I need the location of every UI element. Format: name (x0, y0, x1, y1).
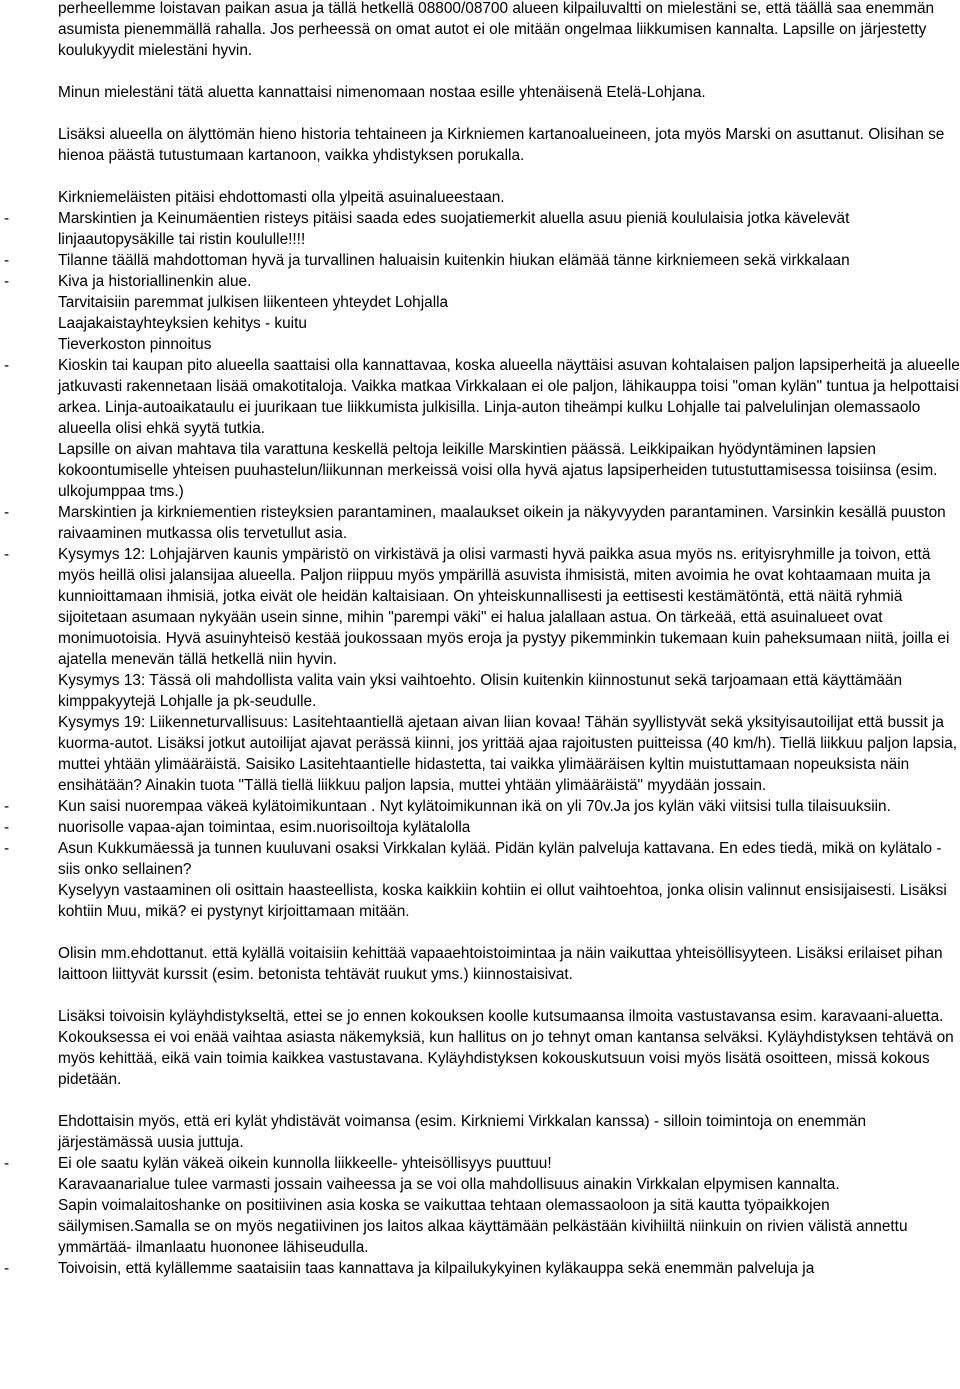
paragraph (0, 0, 960, 61)
bullet-item (0, 544, 960, 670)
paragraph (0, 1111, 960, 1153)
paragraph-text: Sapin voimalaitoshanke on positiivinen asia koska se vaikuttaa tehtaan olemassaoloon ja sitä kautta työpaikkojen säilymisen.Samalla se on myös negatiivinen jos laitos alkaa käyttämään pelkästään kivihiiltä niinkuin on rivien välistä annettu ymmärtää- ilmanlaatu huononee lähiseudulla. (58, 1197, 908, 1256)
paragraph-text: Olisin mm.ehdottanut. että kylällä voitaisiin kehittää vapaaehtoistoimintaa ja näin vaikuttaa yhteisöllisyyteen. Lisäksi erilaiset pihan laittoon liittyvät kurssit (esim. betonista tehtävät ruukut yms.) kiinnostaisivat. (58, 945, 943, 983)
bullet-dash: - (4, 357, 10, 374)
paragraph-spacer (0, 166, 960, 187)
bullet-item (0, 796, 960, 817)
bullet-item (0, 208, 960, 250)
paragraph-text: Laajakaistayhteyksien kehitys - kuitu (58, 315, 307, 332)
paragraph-text: Tarvitaisiin paremmat julkisen liikenteen yhteydet Lohjalla (58, 294, 449, 311)
bullet-dash: - (4, 252, 10, 269)
paragraph-text: Toivoisin, että kylällemme saataisiin taas kannattava ja kilpailukykyinen kyläkauppa sekä enemmän palveluja ja (58, 1260, 815, 1277)
paragraph-text: Minun mielestäni tätä aluetta kannattaisi nimenomaan nostaa esille yhtenäisenä Etelä-Lohjana. (58, 84, 706, 101)
paragraph-text: Ehdottaisin myös, että eri kylät yhdistävät voimansa (esim. Kirkniemi Virkkalan kanssa) - silloin toimintoja on enemmän järjestämässä uusia juttuja. (58, 1113, 867, 1151)
paragraph-text: Kyselyyn vastaaminen oli osittain haasteellista, koska kaikkiin kohtiin ei ollut vaihtoehtoa, jonka olisin valinnut ensisijaisesti. Lisäksi kohtiin Muu, mikä? ei pystynyt kirjoittamaan mitään. (58, 882, 947, 920)
paragraph-text: Asun Kukkumäessä ja tunnen kuuluvani osaksi Virkkalan kylää. Pidän kylän palveluja kattavana. En edes tiedä, mikä on kylätalo - siis onko sellainen? (58, 840, 942, 878)
paragraph-text: Lisäksi alueella on älyttömän hieno historia tehtaineen ja Kirkniemen kartanoalueineen, jota myös Marski on asuttanut. Olisihan se hienoa päästä tutustumaan kartanoon, vaikka yhdistyksen porukalla. (58, 126, 945, 164)
bullet-dash: - (4, 210, 10, 227)
paragraph (0, 943, 960, 985)
bullet-dash: - (4, 819, 10, 836)
paragraph-text: Kioskin tai kaupan pito alueella saattaisi olla kannattavaa, koska alueella näyttäisi asuvan kohtalaisen paljon lapsiperheitä ja alueelle jatkuvasti rakennetaan lisää omakotitaloja. Vaikka matkaa Virkkalaan ei ole paljon, lähikauppa toisi "oman kylän" tuntua ja helpottaisi arkea. Linja-autoaikataulu ei juurikaan tue liikkumista julkisilla. Linja-auton tiheämpi kulku Lohjalle tai palvelulinjan olemassaolo alueella olisi ehkä syytä tutkia. (58, 357, 960, 437)
paragraph-text: Kirkniemeläisten pitäisi ehdottomasti olla ylpeitä asuinalueestaan. (58, 189, 505, 206)
bullet-item (0, 355, 960, 439)
bullet-dash: - (4, 840, 10, 857)
bullet-dash: - (4, 1260, 10, 1277)
paragraph (0, 1174, 960, 1195)
paragraph-text: Kysymys 13: Tässä oli mahdollista valita vain yksi vaihtoehto. Olisin kuitenkin kiinnostunut sekä tarjoamaan että käyttämään kimppakyytejä Lohjalle ja pk-seudulle. (58, 672, 903, 710)
paragraph (0, 712, 960, 796)
paragraph (0, 292, 960, 313)
paragraph-text: Tilanne täällä mahdottoman hyvä ja turvallinen haluaisin kuitenkin hiukan elämää tänne kirkniemeen sekä virkkalaan (58, 252, 850, 269)
paragraph-text: Karavaanarialue tulee varmasti jossain vaiheessa ja se voi olla mahdollisuus ainakin Virkkalan elpymisen kannalta. (58, 1176, 840, 1193)
bullet-item (0, 1153, 960, 1174)
paragraph-spacer (0, 1090, 960, 1111)
paragraph (0, 187, 960, 208)
paragraph (0, 334, 960, 355)
paragraph-text: perheellemme loistavan paikan asua ja tällä hetkellä 08800/08700 alueen kilpailuvaltti on mielestäni se, että täällä saa enemmän asumista pienemmällä rahalla. Jos perheessä on omat autot ei ole mitään ongelmaa liikkumisen kannalta. Lapsille on järjestetty koulukyydit mielestäni hyvin. (58, 0, 935, 59)
paragraph (0, 1195, 960, 1258)
paragraph-text: Kysymys 19: Liikenneturvallisuus: Lasitehtaantiellä ajetaan aivan liian kovaa! Tähän syyllistyvät sekä yksityisautoilijat että bussit ja kuorma-autot. Lisäksi jotkut autoilijat ajavat perässä kiinni, jos yrittää ajaa rajoitusten puitteissa (40 km/h). Tiellä liikkuu paljon lapsia, muttei yhtään ylimääräistä. Saisiko Lasitehtaantielle hidastetta, tai vaikka ylimääräisen kyltin muistuttamaan nopeuksista näin ensihätään? Ainakin tuota "Tällä tiellä liikkuu paljon lapsia, muttei yhtään ylimääräistä" myydään jossain. (58, 714, 958, 794)
paragraph (0, 1006, 960, 1090)
paragraph-spacer (0, 61, 960, 82)
paragraph (0, 670, 960, 712)
bullet-item (0, 1258, 960, 1279)
bullet-item (0, 250, 960, 271)
paragraph (0, 124, 960, 166)
paragraph-spacer (0, 922, 960, 943)
paragraph-text: Tieverkoston pinnoitus (58, 336, 212, 353)
paragraph (0, 439, 960, 502)
paragraph-text: Kun saisi nuorempaa väkeä kylätoimikuntaan . Nyt kylätoimikunnan ikä on yli 70v.Ja jos kylän väki viitsisi tulla tilaisuuksiin. (58, 798, 891, 815)
paragraph-text: Marskintien ja Keinumäentien risteys pitäisi saada edes suojatiemerkit aluella asuu pieniä koululaisia jotka kävelevät linjaautopysäkille tai ristin koululle!!!! (58, 210, 850, 248)
bullet-dash: - (4, 504, 10, 521)
paragraph-text: Ei ole saatu kylän väkeä oikein kunnolla liikkeelle- yhteisöllisyys puuttuu! (58, 1155, 552, 1172)
paragraph-text: nuorisolle vapaa-ajan toimintaa, esim.nuorisoiltoja kylätalolla (58, 819, 471, 836)
bullet-dash: - (4, 1155, 10, 1172)
paragraph-text: Lisäksi toivoisin kyläyhdistykseltä, ettei se jo ennen kokouksen koolle kutsumaansa ilmoita vastustavansa esim. karavaani-aluetta. Kokouksessa ei voi enää vaihtaa asiasta näkemyksiä, kun hallitus on jo tehnyt oman kantansa selväksi. Kyläyhdistyksen tehtävä on myös kehittää, eikä vain toimia kaikkea vastustavana. Kyläyhdistyksen kokouskutsuun voisi myös lisätä osoitteen, missä kokous pidetään. (58, 1008, 954, 1088)
paragraph (0, 313, 960, 334)
bullet-item (0, 838, 960, 880)
paragraph-spacer (0, 103, 960, 124)
paragraph-spacer (0, 985, 960, 1006)
bullet-item (0, 817, 960, 838)
paragraph-text: Kiva ja historiallinenkin alue. (58, 273, 252, 290)
paragraph-text: Kysymys 12: Lohjajärven kaunis ympäristö on virkistävä ja olisi varmasti hyvä paikka asua myös ns. erityisryhmille ja toivon, että myös heillä olisi jalansijaa alueella. Paljon riippuu myös ympärillä asuvista ihmisistä, miten avoimia he ovat kohtaamaan muita ja kunnioittamaan ihmisiä, jotka eivät ole heidän kaltaisiaan. On yhteiskunnallisesti ja eettisesti kestämätöntä, että näitä ryhmiä sijoitetaan asumaan nykyään usein sinne, mihin "parempi väki" ei halua jalallaan astua. On tärkeää, että asuinalueet ovat monimuotoisia. Hyvä asuinyhteisö kestää joukossaan myös eroja ja pystyy pikemminkin tukemaan kuin paheksumaan niitä, joilla ei ajatella menevän tällä hetkellä niin hyvin. (58, 546, 950, 668)
paragraph-text: Lapsille on aivan mahtava tila varattuna keskellä peltoja leikille Marskintien päässä. Leikkipaikan hyödyntäminen lapsien kokoontumiselle yhteisen puuhastelun/liikunnan merkeissä voisi olla hyvä ajatus lapsiperheiden tutustuttamisessa toisiinsa (esim. ulkojumppaa tms.) (58, 441, 938, 500)
bullet-dash: - (4, 273, 10, 290)
paragraph (0, 82, 960, 103)
bullet-dash: - (4, 798, 10, 815)
bullet-item (0, 502, 960, 544)
bullet-dash: - (4, 546, 10, 563)
paragraph-text: Marskintien ja kirkniementien risteyksien parantaminen, maalaukset oikein ja näkyvyyden parantaminen. Varsinkin kesällä puuston raivaaminen mutkassa olis tervetullut asia. (58, 504, 946, 542)
bullet-item (0, 271, 960, 292)
paragraph (0, 880, 960, 922)
